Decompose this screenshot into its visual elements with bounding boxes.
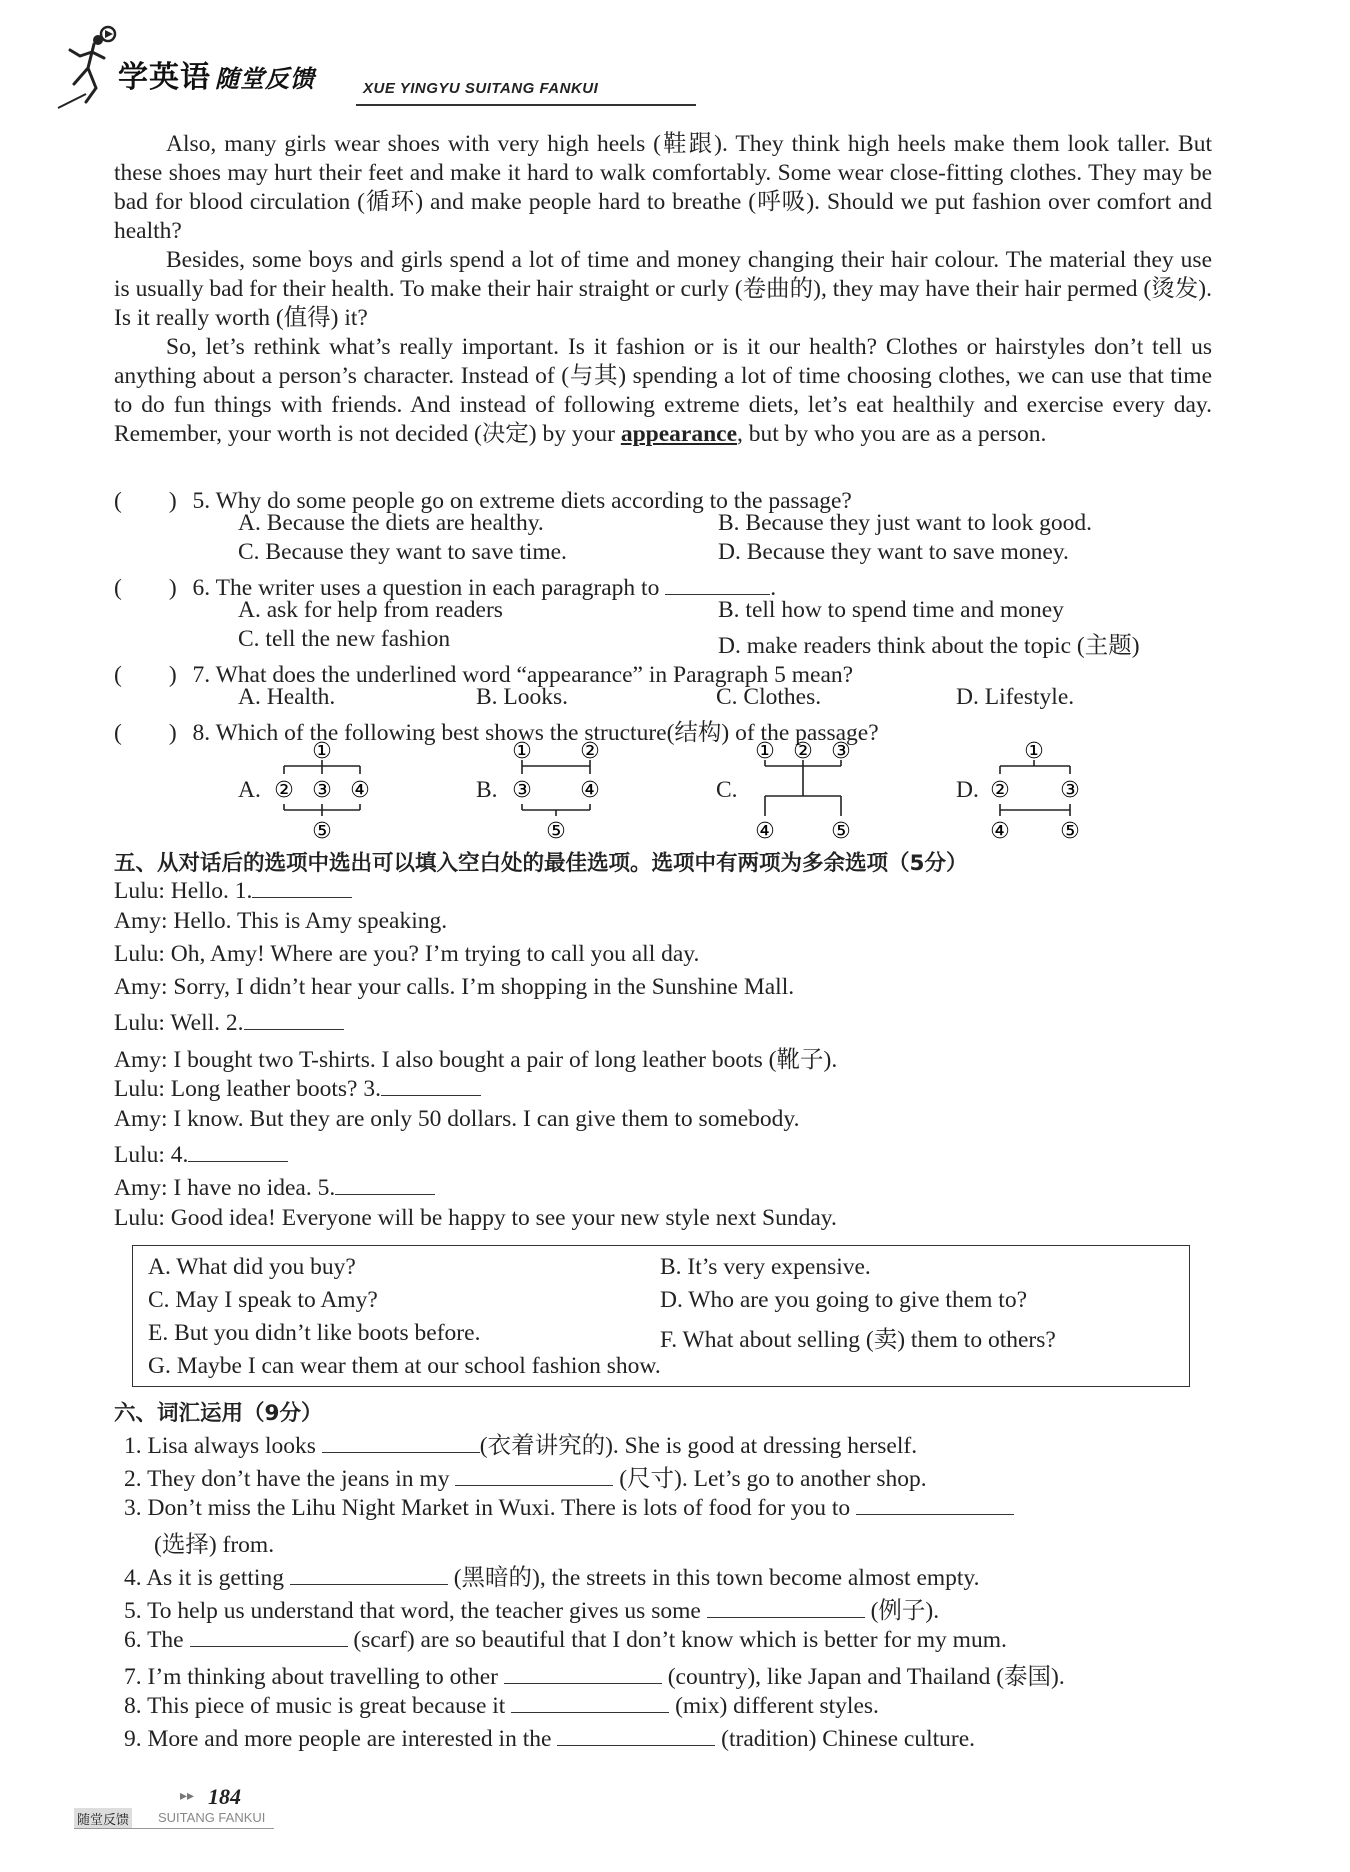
answer-blank[interactable] [244, 1007, 344, 1030]
structure-diagram-c [745, 740, 875, 840]
vocab-item-4: 4. As it is getting (黑暗的), the streets in this town become almost empty. [124, 1558, 980, 1592]
dialogue-option-g: G. Maybe I can wear them at our school fashion show. [148, 1353, 661, 1379]
dialogue-line-10: Amy: I have no idea. 5. [114, 1172, 435, 1202]
dialogue-line-6: Amy: I bought two T-shirts. I also bought a pair of long leather boots (靴子). [114, 1047, 838, 1073]
dialogue-line-2: Amy: Hello. This is Amy speaking. [114, 908, 448, 934]
circle-num: ② [580, 740, 600, 764]
q5-option-b: B. Because they just want to look good. [718, 510, 1092, 536]
answer-blank[interactable] [322, 1430, 480, 1453]
question-stem: 6. The writer uses a question in each paragraph to [192, 575, 660, 601]
q8-option-a: A. [238, 777, 261, 803]
answer-blank[interactable] [856, 1492, 1014, 1515]
q6-option-a: A. ask for help from readers [238, 597, 503, 623]
vocab-item-9: 9. More and more people are interested in the (tradition) Chinese culture. [124, 1723, 975, 1753]
structure-diagram-a [260, 740, 380, 840]
circle-num: ⑤ [546, 819, 566, 840]
circle-num: ④ [350, 778, 370, 803]
answer-paren[interactable]: ( ) [114, 575, 177, 601]
question-stem: 8. Which of the following best shows the structure(结构) of the passage? [192, 720, 879, 746]
circle-num: ③ [831, 740, 851, 764]
answer-blank[interactable] [455, 1463, 613, 1486]
dialogue-line-9: Lulu: 4. [114, 1139, 288, 1169]
circle-num: ⑤ [831, 819, 851, 840]
page-header [56, 22, 656, 112]
dialogue-option-d: D. Who are you going to give them to? [660, 1287, 1028, 1313]
structure-diagram-d [984, 740, 1104, 840]
question-6: ( ) 6. The writer uses a question in each paragraph to . [114, 568, 776, 602]
q8-option-c: C. [716, 777, 738, 803]
dialogue-line-11: Lulu: Good idea! Everyone will be happy to see your new style next Sunday. [114, 1205, 837, 1231]
dialogue-option-b: B. It’s very expensive. [660, 1254, 871, 1280]
header-rule [356, 104, 696, 106]
q6-option-c: C. tell the new fashion [238, 626, 451, 652]
circle-num: ① [312, 740, 332, 764]
structure-diagram-b [500, 740, 620, 840]
circle-num: ③ [312, 778, 332, 803]
answer-paren[interactable]: ( ) [114, 662, 177, 688]
dialogue-option-a: A. What did you buy? [148, 1254, 356, 1280]
page-number: 184 [208, 1784, 241, 1809]
circle-num: ④ [990, 819, 1010, 840]
dialogue-option-c: C. May I speak to Amy? [148, 1287, 378, 1313]
footer-tag: 随堂反馈 [74, 1808, 132, 1829]
answer-blank[interactable] [252, 875, 352, 898]
footer-rule [74, 1828, 274, 1829]
dialogue-line-1: Lulu: Hello. 1. [114, 875, 352, 905]
q7-option-c: C. Clothes. [716, 684, 822, 710]
answer-blank[interactable] [557, 1723, 715, 1746]
passage-paragraph-1: Also, many girls wear shoes with very high heels (鞋跟). They think high heels make them look taller. But these shoes may hurt their feet and make it hard to walk comfortably. Some wear close-fitting clothes. They may be bad for blood circulation (循环) and make people hard to breathe (呼吸). Should we put fashion over comfort and health? [114, 131, 1212, 244]
q7-option-a: A. Health. [238, 684, 336, 710]
q8-option-d: D. [956, 777, 979, 803]
dialogue-line-3: Lulu: Oh, Amy! Where are you? I’m trying to call you all day. [114, 941, 700, 967]
runner-logo-icon [56, 22, 126, 112]
vocab-item-3-continued: (选择) from. [154, 1532, 275, 1558]
dialogue-line-7: Lulu: Long leather boots? 3. [114, 1073, 481, 1103]
dialogue-line-5: Lulu: Well. 2. [114, 1007, 344, 1037]
circle-num: ② [274, 778, 294, 803]
page-arrow-icon: ▸▸ [180, 1789, 195, 1804]
passage-paragraph-3: So, let’s rethink what’s really important. Is it fashion or is it our health? Clothes or hairstyles don’t tell us anything about a person’s character. Instead of (与其) spending a lot of time choosing clothes, we can use that time to do fun things with friends. And instead of following extreme diets, let’s eat healthily and exercise every day. Remember, your worth is not decided (决定) by your appearance, but by who you are as a person. [114, 334, 1212, 447]
circle-num: ① [512, 740, 532, 764]
circle-num: ⑤ [1060, 819, 1080, 840]
answer-blank[interactable] [290, 1562, 448, 1585]
answer-blank[interactable] [504, 1661, 662, 1684]
answer-blank[interactable] [190, 1624, 348, 1647]
header-pinyin: XUE YINGYU SUITANG FANKUI [363, 80, 599, 97]
vocab-item-7: 7. I’m thinking about travelling to other (country), like Japan and Thailand (泰国). [124, 1657, 1065, 1691]
answer-blank[interactable] [665, 572, 770, 595]
q7-option-d: D. Lifestyle. [956, 684, 1075, 710]
section-5-title: 五、从对话后的选项中选出可以填入空白处的最佳选项。选项中有两项为多余选项（5分） [114, 851, 968, 876]
circle-num: ① [755, 740, 775, 764]
circle-num: ③ [1060, 778, 1080, 803]
circle-num: ③ [512, 778, 532, 803]
answer-paren[interactable]: ( ) [114, 488, 177, 514]
q7-option-b: B. Looks. [476, 684, 569, 710]
answer-blank[interactable] [707, 1595, 865, 1618]
circle-num: ⑤ [312, 819, 332, 840]
vocab-item-1: 1. Lisa always looks (衣着讲究的). She is good at dressing herself. [124, 1426, 917, 1460]
circle-num: ② [990, 778, 1010, 803]
circle-num: ① [1024, 740, 1044, 764]
section-6-title: 六、词汇运用（9分） [114, 1401, 323, 1426]
answer-blank[interactable] [188, 1139, 288, 1162]
dialogue-line-8: Amy: I know. But they are only 50 dollars. I can give them to somebody. [114, 1106, 800, 1132]
vocab-item-2: 2. They don’t have the jeans in my (尺寸). Let’s go to another shop. [124, 1459, 927, 1493]
dialogue-option-e: E. But you didn’t like boots before. [148, 1320, 481, 1346]
vocab-item-6: 6. The (scarf) are so beautiful that I don’t know which is better for my mum. [124, 1624, 1007, 1654]
vocab-item-5: 5. To help us understand that word, the teacher gives us some (例子). [124, 1591, 939, 1625]
header-title: 学英语 随堂反馈 [118, 60, 315, 95]
answer-blank[interactable] [335, 1172, 435, 1195]
circle-num: ② [793, 740, 813, 764]
footer-tag-english: SUITANG FANKUI [158, 1810, 266, 1825]
passage-paragraph-2: Besides, some boys and girls spend a lot of time and money changing their hair colour. The material they use is usually bad for their health. To make their hair straight or curly (卷曲的), they may have their hair permed (烫发). Is it really worth (值得) it? [114, 247, 1212, 331]
q6-option-b: B. tell how to spend time and money [718, 597, 1064, 623]
dialogue-line-4: Amy: Sorry, I didn’t hear your calls. I’m shopping in the Sunshine Mall. [114, 974, 795, 1000]
header-subtitle: 随堂反馈 [215, 65, 315, 93]
q5-option-c: C. Because they want to save time. [238, 539, 567, 565]
q6-option-d: D. make readers think about the topic (主题) [718, 633, 1140, 659]
vocab-item-3: 3. Don’t miss the Lihu Night Market in Wuxi. There is lots of food for you to [124, 1492, 1014, 1522]
q5-option-a: A. Because the diets are healthy. [238, 510, 544, 536]
dialogue-option-f: F. What about selling (卖) them to others? [660, 1327, 1056, 1353]
answer-blank[interactable] [381, 1073, 481, 1096]
underlined-word-appearance: appearance [620, 421, 737, 447]
q8-option-b: B. [476, 777, 498, 803]
question-stem: 5. Why do some people go on extreme diets according to the passage? [192, 488, 852, 514]
circle-num: ④ [580, 778, 600, 803]
q5-option-d: D. Because they want to save money. [718, 539, 1069, 565]
answer-paren[interactable]: ( ) [114, 720, 177, 746]
circle-num: ④ [755, 819, 775, 840]
answer-blank[interactable] [511, 1690, 669, 1713]
question-stem: 7. What does the underlined word “appearance” in Paragraph 5 mean? [192, 662, 854, 688]
vocab-item-8: 8. This piece of music is great because it (mix) different styles. [124, 1690, 879, 1720]
